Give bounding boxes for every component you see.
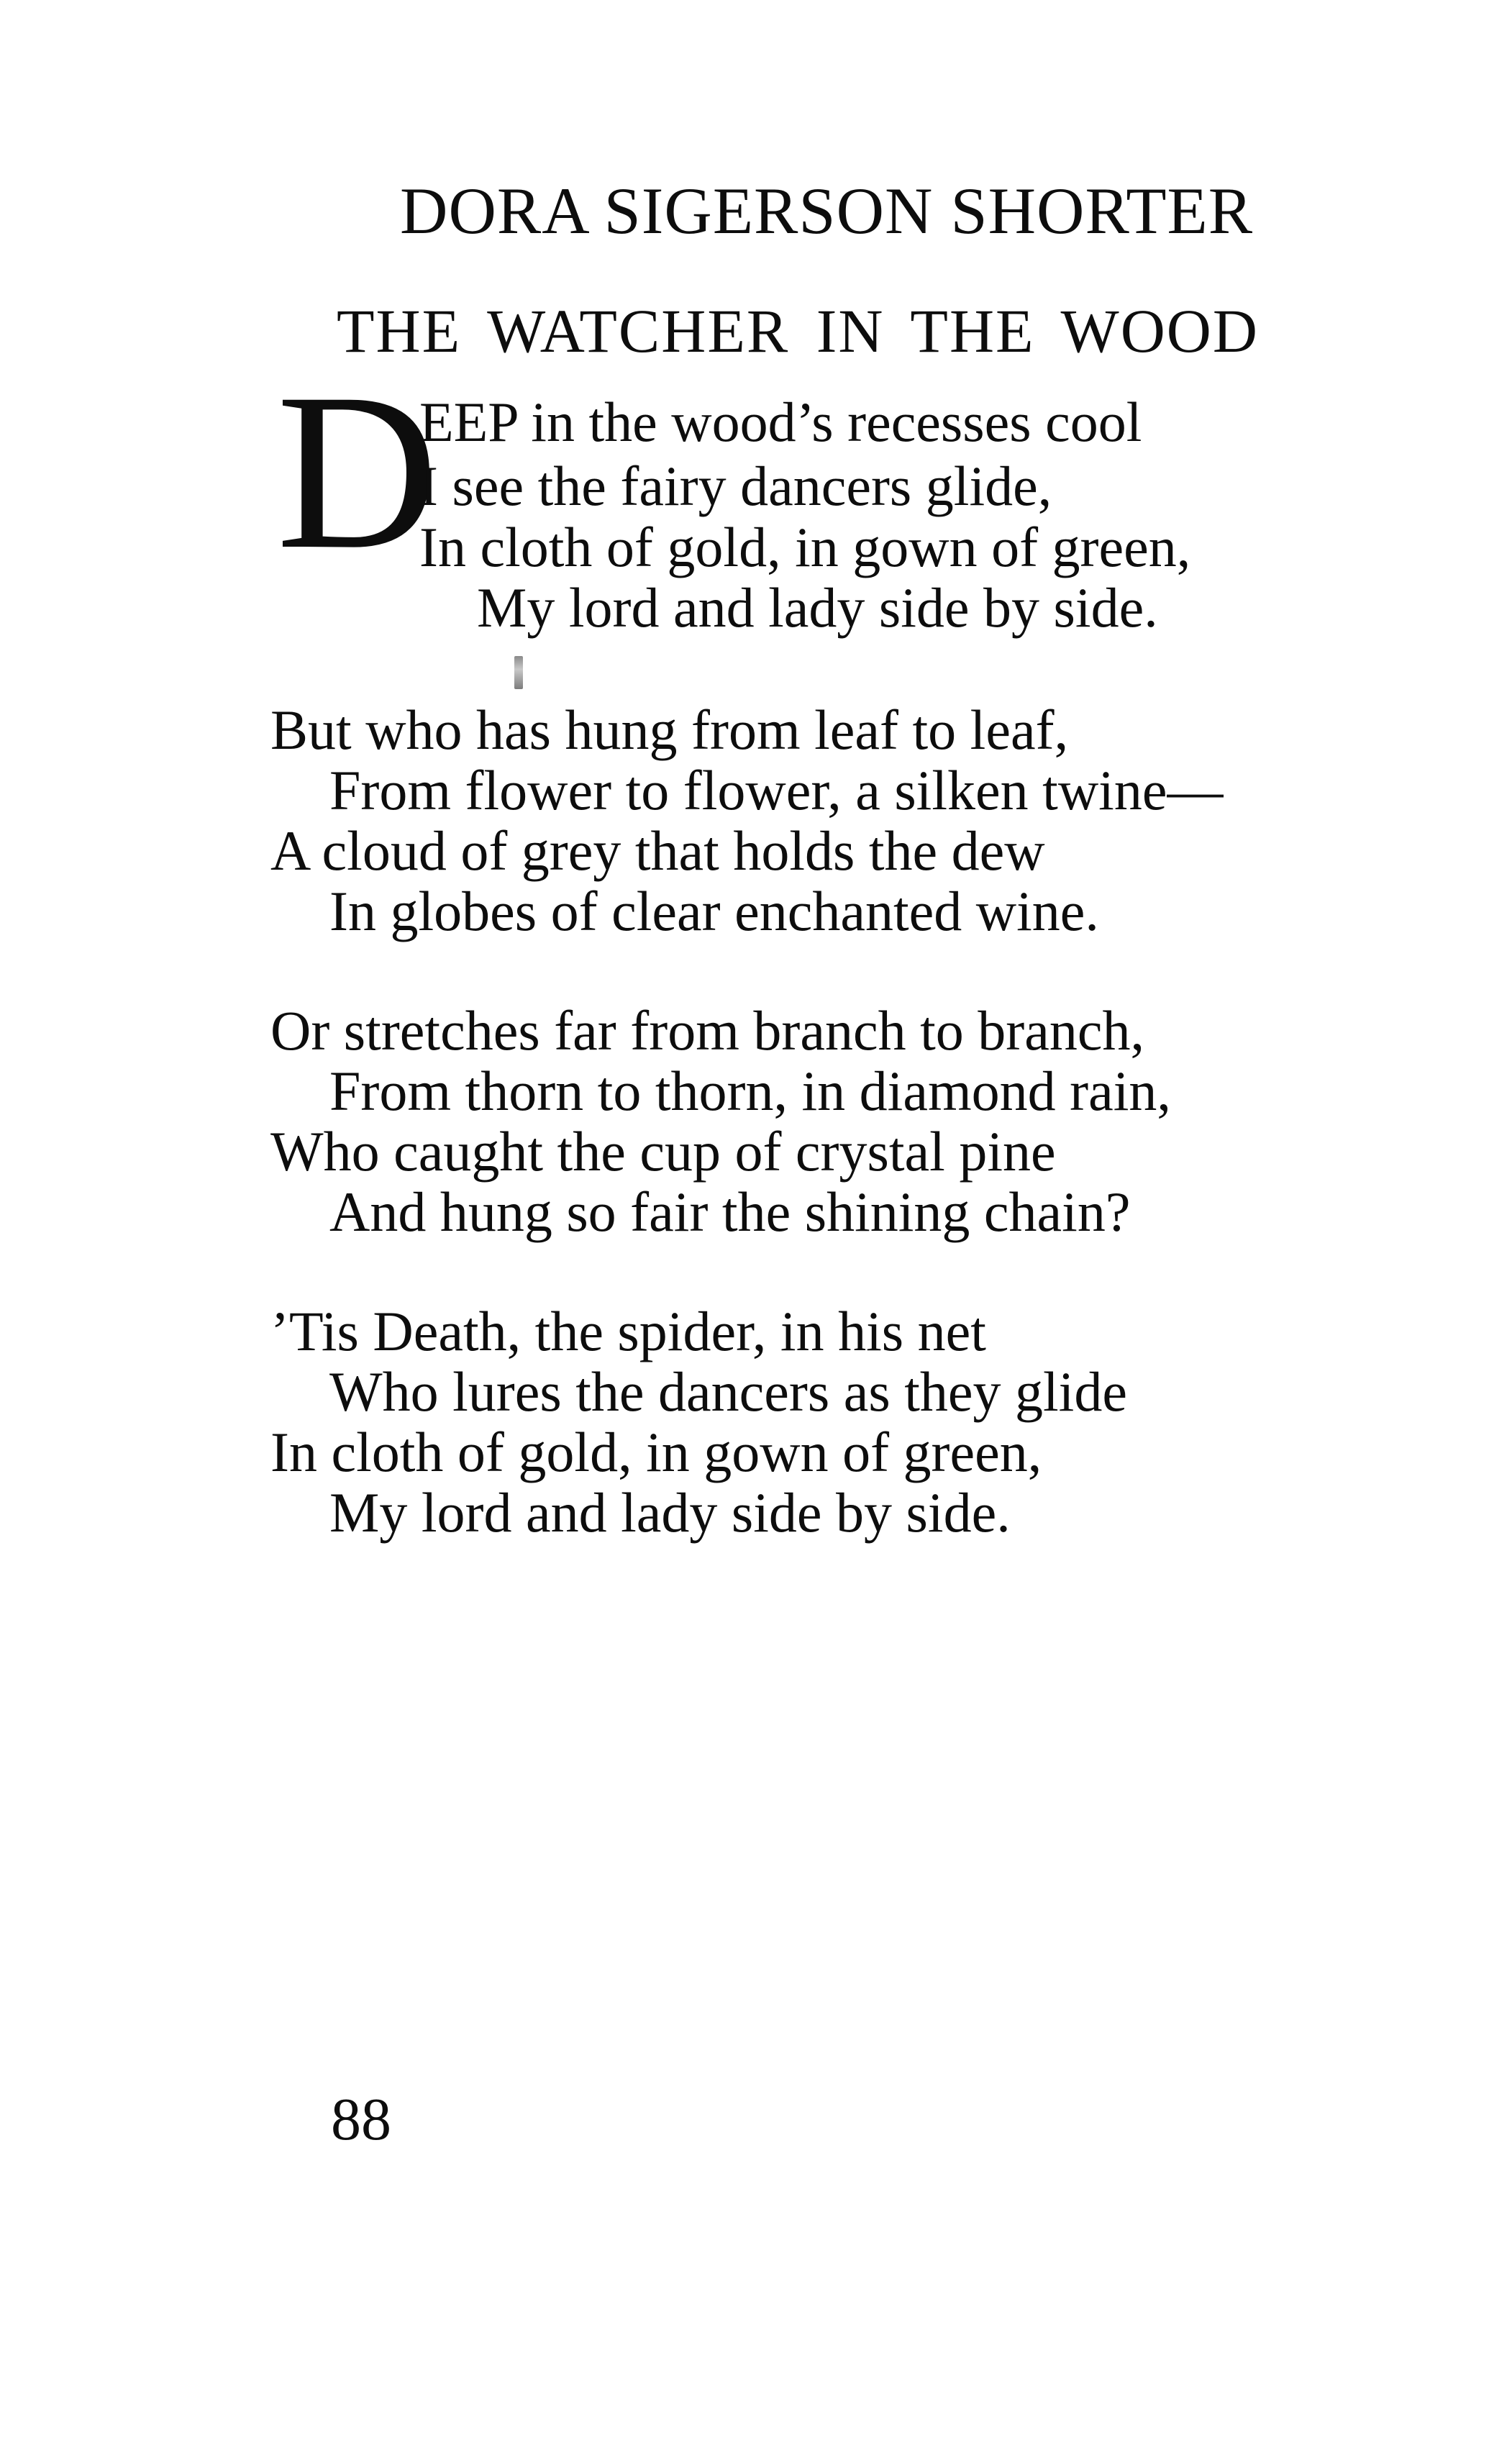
poem-line: In cloth of gold, in gown of green, (270, 1421, 1042, 1483)
drop-cap: D (276, 347, 439, 596)
poem-line: From flower to flower, a silken twine— (329, 759, 1224, 821)
poem-line: My lord and lady side by side. (329, 1481, 1011, 1544)
poem-line: I see the fairy dancers glide, (419, 455, 1052, 517)
print-blemish (514, 656, 523, 689)
running-head-author: DORA SIGERSON SHORTER (400, 174, 1254, 247)
poem-line: ’Tis Death, the spider, in his net (270, 1300, 986, 1362)
poem-line: Or stretches far from branch to branch, (270, 999, 1144, 1062)
page-number: 88 (331, 2086, 391, 2153)
poem-line: My lord and lady side by side. (477, 576, 1158, 639)
poem-title: THE WATCHER IN THE WOOD (337, 296, 1260, 365)
poem-line: And hung so fair the shining chain? (329, 1180, 1131, 1243)
poem-line: EEP in the wood’s recesses cool (419, 391, 1142, 453)
poem-line: In cloth of gold, in gown of green, (419, 516, 1191, 578)
poem-line: But who has hung from leaf to leaf, (270, 698, 1069, 761)
poem-line: Who lures the dancers as they glide (329, 1360, 1127, 1423)
poem-line: In globes of clear enchanted wine. (329, 880, 1099, 942)
poem-line: From thorn to thorn, in diamond rain, (329, 1060, 1171, 1122)
poem-line: Who caught the cup of crystal pine (270, 1120, 1056, 1183)
poem-line: A cloud of grey that holds the dew (270, 819, 1045, 882)
